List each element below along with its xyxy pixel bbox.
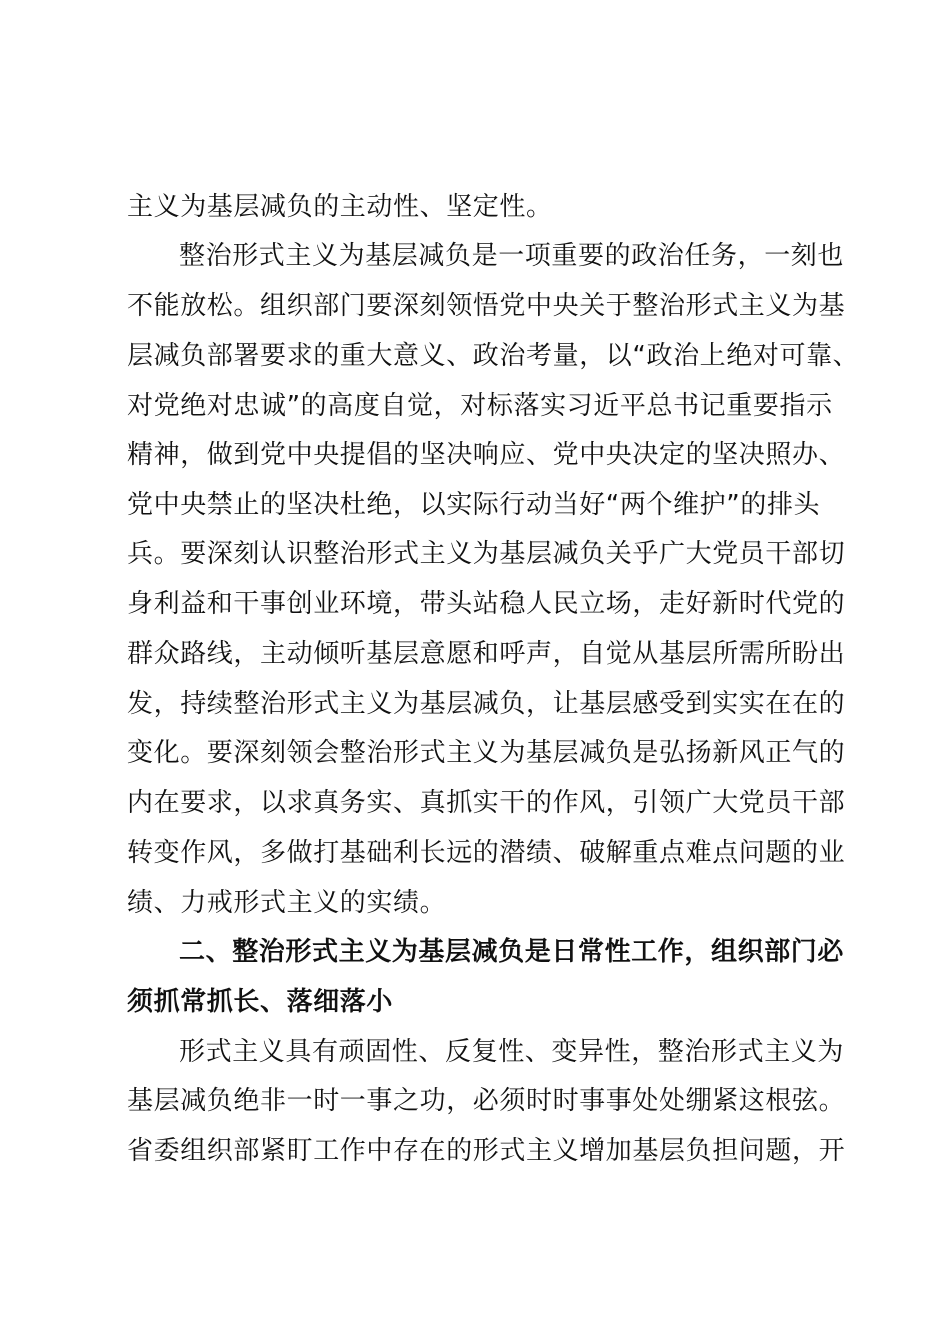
section-heading-continued: 须抓常抓长、落细落小 <box>127 987 394 1017</box>
text-line: 不能放松。组织部门要深刻领悟党中央关于整治形式主义为基 <box>127 291 846 321</box>
text-line: 变化。要深刻领会整治形式主义为基层减负是弘扬新风正气的 <box>127 738 846 768</box>
text-line: 绩、力戒形式主义的实绩。 <box>127 888 447 918</box>
text-line: 层减负部署要求的重大意义、政治考量，以“政治上绝对可靠、 <box>127 341 860 371</box>
text-line: 主义为基层减负的主动性、坚定性。 <box>127 192 553 222</box>
text-line: 身利益和干事创业环境，带头站稳人民立场，走好新时代党的 <box>127 589 846 619</box>
text-line: 精神，做到党中央提倡的坚决响应、党中央决定的坚决照办、 <box>127 440 846 470</box>
paragraph-start-line: 形式主义具有顽固性、反复性、变异性，整治形式主义为 <box>179 1037 845 1067</box>
text-line: 群众路线，主动倾听基层意愿和呼声，自觉从基层所需所盼出 <box>127 639 846 669</box>
text-line: 兵。要深刻认识整治形式主义为基层减负关乎广大党员干部切 <box>127 539 846 569</box>
text-line: 基层减负绝非一时一事之功，必须时时事事处处绷紧这根弦。 <box>127 1086 846 1116</box>
section-heading: 二、整治形式主义为基层减负是日常性工作，组织部门必 <box>179 937 845 967</box>
text-line: 党中央禁止的坚决杜绝，以实际行动当好“两个维护”的排头 <box>127 490 821 520</box>
text-line: 对党绝对忠诚”的高度自觉，对标落实习近平总书记重要指示 <box>127 391 833 421</box>
text-line: 转变作风，多做打基础利长远的潜绩、破解重点难点问题的业 <box>127 838 846 868</box>
text-line: 省委组织部紧盯工作中存在的形式主义增加基层负担问题，开 <box>127 1136 846 1166</box>
text-line: 发，持续整治形式主义为基层减负，让基层感受到实实在在的 <box>127 689 846 719</box>
paragraph-start-line: 整治形式主义为基层减负是一项重要的政治任务，一刻也 <box>179 241 845 271</box>
text-line: 内在要求，以求真务实、真抓实干的作风，引领广大党员干部 <box>127 788 846 818</box>
